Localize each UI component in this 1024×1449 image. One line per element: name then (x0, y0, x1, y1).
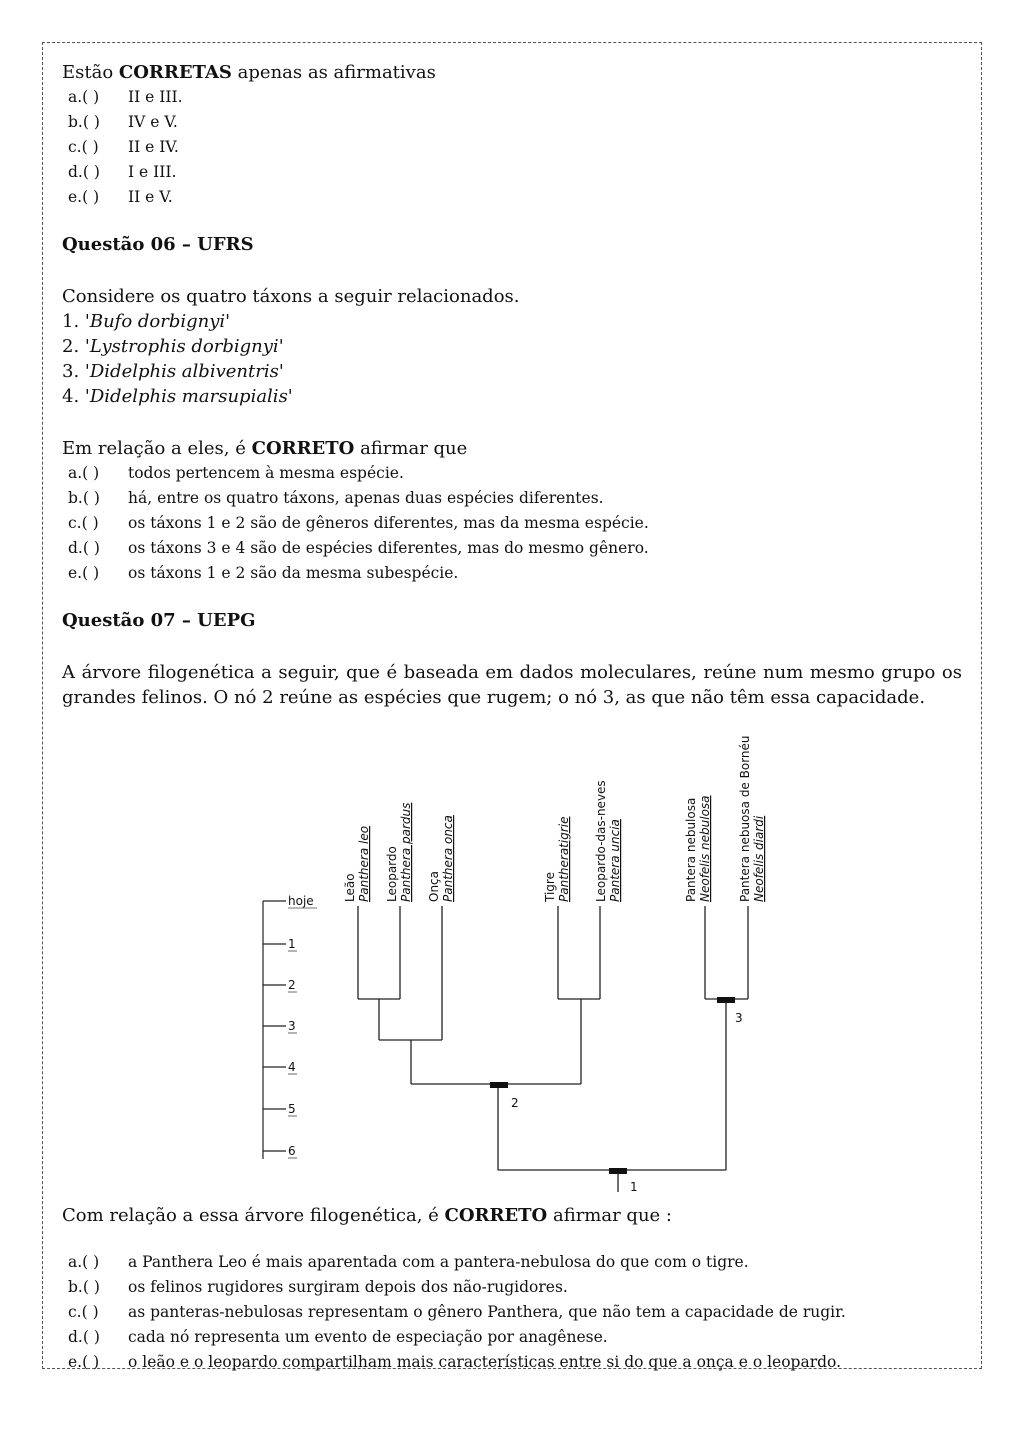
tree-branches (358, 906, 748, 1192)
q06-intro: Considere os quatro táxons a seguir relacionados. (62, 286, 520, 307)
q05-option-c[interactable]: c.( ) II e IV. (68, 138, 179, 156)
node-1-label: 1 (630, 1180, 638, 1194)
q06-question: Em relação a eles, é CORRETO afirmar que (62, 438, 468, 459)
species-pantera-nebulosa-common: Pantera nebulosa (684, 797, 698, 902)
timeline-label-hoje: hoje (288, 894, 314, 908)
species-pantera-nebulosa-sci: Neofelis nebulosa (698, 795, 712, 902)
timeline-label-6: 6 (288, 1144, 296, 1158)
tree-timeline-axis (263, 901, 286, 1159)
phylogenetic-tree (230, 726, 810, 1196)
q05-option-a[interactable]: a.( ) II e III. (68, 88, 183, 106)
q06-taxon-2: 2. 'Lystrophis dorbignyi' (62, 336, 284, 357)
q07-option-b[interactable]: b.( ) os felinos rugidores surgiram depois dos não-rugidores. (68, 1278, 568, 1296)
species-onca-sci: Panthera onca (441, 815, 455, 902)
q05-intro: Estão CORRETAS apenas as afirmativas (62, 62, 436, 83)
species-tigre-sci: Pantheratigrie (557, 816, 571, 902)
species-leopardo-sci: Panthera pardus (399, 802, 413, 902)
node-3-marker (717, 997, 735, 1003)
q07-question-block (62, 1203, 962, 1375)
species-pantera-borneu-common: Pantera nebuosa de Bornéu (738, 735, 752, 902)
q06-option-d[interactable]: d.( ) os táxons 3 e 4 são de espécies diferentes, mas do mesmo gênero. (68, 539, 649, 557)
timeline-label-3: 3 (288, 1019, 296, 1033)
q06-option-c[interactable]: c.( ) os táxons 1 e 2 são de gêneros diferentes, mas da mesma espécie. (68, 514, 649, 532)
tree-node-markers (490, 997, 735, 1174)
species-leopardo-neves-sci: Pantera uncia (608, 819, 622, 902)
species-pantera-borneu-sci: Neofelis diardi (752, 815, 766, 902)
document-content (62, 60, 962, 710)
node-3-label: 3 (735, 1011, 743, 1025)
node-1-marker (609, 1168, 627, 1174)
node-2-marker (490, 1082, 508, 1088)
species-leao-sci: Panthera leo (357, 825, 371, 902)
q06-taxon-3: 3. 'Didelphis albiventris' (62, 361, 284, 382)
q07-option-c[interactable]: c.( ) as panteras-nebulosas representam o gênero Panthera, que não tem a capacidade de rugir. (68, 1303, 846, 1321)
timeline-label-1: 1 (288, 937, 296, 951)
q06-taxon-4: 4. 'Didelphis marsupialis' (62, 386, 293, 407)
q07-option-d[interactable]: d.( ) cada nó representa um evento de especiação por anagênese. (68, 1328, 608, 1346)
species-leopardo-common: Leopardo (385, 846, 399, 902)
timeline-label-2: 2 (288, 978, 296, 992)
species-tigre-common: Tigre (543, 872, 557, 902)
q07-question: Com relação a essa árvore filogenética, é CORRETO afirmar que : (62, 1205, 672, 1226)
q07-heading: Questão 07 – UEPG (62, 610, 256, 631)
q05-option-e[interactable]: e.( ) II e V. (68, 188, 173, 206)
q07-intro: A árvore filogenética a seguir, que é baseada em dados moleculares, reúne num mesmo grupo os grandes felinos. O nó 2 reúne as espécies que rugem; o nó 3, as que não têm essa capacidade. (62, 662, 962, 708)
node-2-label: 2 (511, 1096, 519, 1110)
q06-option-a[interactable]: a.( ) todos pertencem à mesma espécie. (68, 464, 404, 482)
timeline-label-4: 4 (288, 1060, 296, 1074)
q07-options (62, 1250, 962, 1375)
species-onca-common: Onça (427, 870, 441, 902)
species-leopardo-neves-common: Leopardo-das-neves (594, 780, 608, 902)
species-leao-common: Leão (343, 873, 357, 902)
timeline-label-5: 5 (288, 1102, 296, 1116)
q06-heading: Questão 06 – UFRS (62, 234, 254, 255)
q05-option-b[interactable]: b.( ) IV e V. (68, 113, 178, 131)
q07-option-a[interactable]: a.( ) a Panthera Leo é mais aparentada com a pantera-nebulosa do que com o tigre. (68, 1253, 749, 1271)
q06-options (62, 461, 962, 586)
q06-taxon-1: 1. 'Bufo dorbignyi' (62, 311, 231, 332)
q06-option-b[interactable]: b.( ) há, entre os quatro táxons, apenas duas espécies diferentes. (68, 489, 604, 507)
q05-options (62, 85, 962, 210)
q07-option-e[interactable]: e.( ) o leão e o leopardo compartilham mais características entre si do que a onça e o leopardo. (68, 1353, 842, 1371)
q06-option-e[interactable]: e.( ) os táxons 1 e 2 são da mesma subespécie. (68, 564, 459, 582)
q05-option-d[interactable]: d.( ) I e III. (68, 163, 177, 181)
